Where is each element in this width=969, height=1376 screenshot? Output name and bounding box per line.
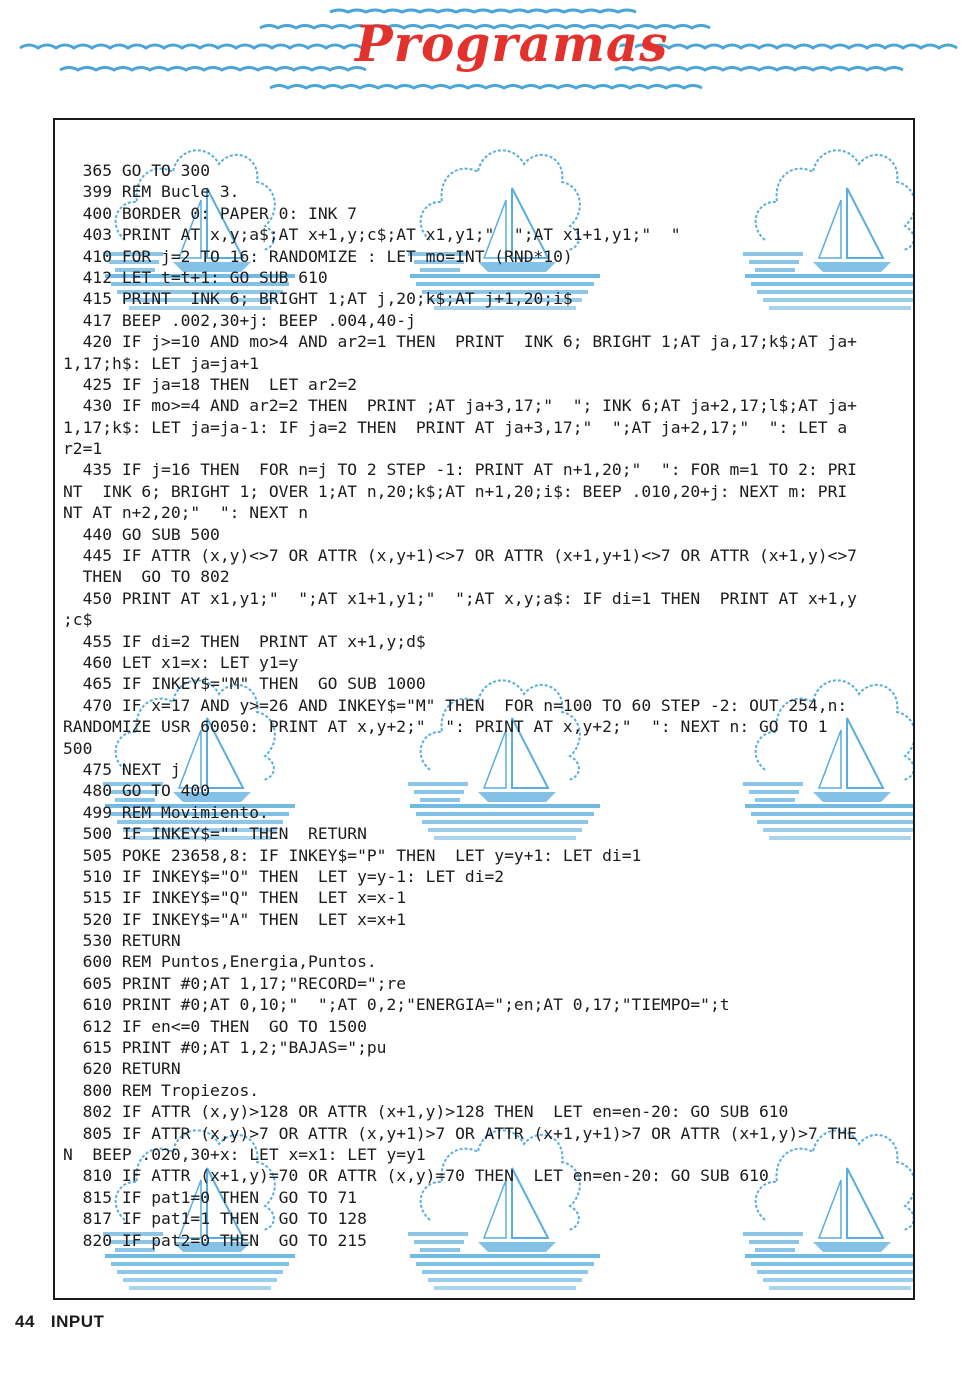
code-line: 435 IF j=16 THEN FOR n=j TO 2 STEP -1: PRINT AT n+1,20;" ": FOR m=1 TO 2: PRI (63, 460, 857, 480)
code-line: 450 PRINT AT x1,y1;" ";AT x1+1,y1;" ";AT x,y;a$: IF di=1 THEN PRINT AT x+1,y (63, 588, 857, 608)
code-line: 500 (63, 738, 93, 758)
code-line: 610 PRINT #0;AT 0,10;" ";AT 0,2;"ENERGIA=";en;AT 0,17;"TIEMPO=";t (63, 995, 730, 1015)
code-line: 480 GO TO 400 (63, 781, 211, 801)
code-line: 520 IF INKEY$="A" THEN LET x=x+1 (63, 909, 407, 929)
code-line: 455 IF di=2 THEN PRINT AT x+1,y;d$ (63, 631, 426, 651)
code-line: 600 REM Puntos,Energia,Puntos. (63, 952, 377, 972)
code-line: 530 RETURN (63, 931, 181, 951)
code-line: 400 BORDER 0: PAPER 0: INK 7 (63, 203, 358, 223)
code-line: 805 IF ATTR (x,y)>7 OR ATTR (x,y+1)>7 OR ATTR (x+1,y+1)>7 OR ATTR (x+1,y)>7 THE (63, 1123, 857, 1143)
code-line: NT INK 6; BRIGHT 1; OVER 1;AT n,20;k$;AT n+1,20;i$: BEEP .010,20+j: NEXT m: PRI (63, 481, 848, 501)
wave-line (60, 68, 366, 71)
code-line: NT AT n+2,20;" ": NEXT n (63, 503, 309, 523)
basic-listing (63, 160, 909, 1251)
code-line: 412 LET t=t+1: GO SUB 610 (63, 267, 328, 287)
code-line: RANDOMIZE USR 60050: PRINT AT x,y+2;" ": PRINT AT x,y+2;" ": NEXT n: GO TO 1 (63, 717, 828, 737)
code-line: 415 PRINT INK 6; BRIGHT 1;AT j,20;k$;AT j+1,20;i$ (63, 289, 573, 309)
code-line: 802 IF ATTR (x,y)>128 OR ATTR (x+1,y)>128 THEN LET en=en-20: GO SUB 610 (63, 1102, 789, 1122)
code-line: 515 IF INKEY$="Q" THEN LET x=x-1 (63, 888, 407, 908)
code-line: 810 IF ATTR (x+1,y)=70 OR ATTR (x,y)=70 THEN LET en=en-20: GO SUB 610 (63, 1166, 769, 1186)
code-line: 460 LET x1=x: LET y1=y (63, 652, 299, 672)
code-line: 430 IF mo>=4 AND ar2=2 THEN PRINT ;AT ja+3,17;" "; INK 6;AT ja+2,17;l$;AT ja+ (63, 396, 857, 416)
code-line: 445 IF ATTR (x,y)<>7 OR ATTR (x,y+1)<>7 OR ATTR (x+1,y+1)<>7 OR ATTR (x+1,y)<>7 (63, 546, 857, 566)
code-line: 410 FOR j=2 TO 16: RANDOMIZE : LET mo=INT (RND*10) (63, 246, 573, 266)
wave-line (330, 10, 636, 12)
code-line: 500 IF INKEY$="" THEN RETURN (63, 824, 367, 844)
code-line: THEN GO TO 802 (63, 567, 230, 587)
code-line: 470 IF x=17 AND y>=26 AND INKEY$="M" THEN FOR n=100 TO 60 STEP -2: OUT 254,n: (63, 695, 848, 715)
code-line: ;c$ (63, 610, 93, 630)
code-line: 403 PRINT AT x,y;a$;AT x+1,y;c$;AT x1,y1;" ";AT x1+1,y1;" " (63, 225, 681, 245)
code-line: 800 REM Tropiezos. (63, 1080, 260, 1100)
code-line: 510 IF INKEY$="O" THEN LET y=y-1: LET di=2 (63, 866, 505, 886)
code-line: 605 PRINT #0;AT 1,17;"RECORD=";re (63, 973, 407, 993)
code-line: 620 RETURN (63, 1059, 181, 1079)
code-line: 505 POKE 23658,8: IF INKEY$="P" THEN LET y=y+1: LET di=1 (63, 845, 642, 865)
magazine-name: INPUT (50, 1312, 105, 1331)
section-title: Programas (355, 14, 669, 73)
code-line: 1,17;h$: LET ja=ja+1 (63, 353, 260, 373)
code-line: 440 GO SUB 500 (63, 524, 220, 544)
page-header (0, 0, 969, 110)
page-number: 44 (15, 1312, 35, 1331)
wave-line (20, 45, 362, 48)
code-line: 820 IF pat2=0 THEN GO TO 215 (63, 1230, 367, 1250)
code-line: 475 NEXT j (63, 759, 181, 779)
code-line: 420 IF j>=10 AND mo>4 AND ar2=1 THEN PRINT INK 6; BRIGHT 1;AT ja,17;k$;AT ja+ (63, 332, 857, 352)
code-line: 499 REM Movimiento. (63, 802, 269, 822)
code-line: 399 REM Bucle 3. (63, 182, 240, 202)
code-line: 815 IF pat1=0 THEN GO TO 71 (63, 1187, 358, 1207)
code-line: 817 IF pat1=1 THEN GO TO 128 (63, 1209, 367, 1229)
page-footer (15, 1312, 120, 1332)
code-line: N BEEP .020,30+x: LET x=x1: LET y=y1 (63, 1144, 426, 1164)
code-line: 465 IF INKEY$="M" THEN GO SUB 1000 (63, 674, 426, 694)
wave-line (270, 86, 702, 89)
code-line: 417 BEEP .002,30+j: BEEP .004,40-j (63, 310, 416, 330)
code-line: 425 IF ja=18 THEN LET ar2=2 (63, 374, 358, 394)
code-line: 612 IF en<=0 THEN GO TO 1500 (63, 1016, 367, 1036)
code-line: 1,17;k$: LET ja=ja-1: IF ja=2 THEN PRINT AT ja+3,17;" ";AT ja+2,17;" ": LET a (63, 417, 848, 437)
code-line: r2=1 (63, 439, 103, 459)
code-line: 615 PRINT #0;AT 1,2;"BAJAS=";pu (63, 1038, 387, 1058)
listing-frame (53, 118, 915, 1300)
code-line: 365 GO TO 300 (63, 161, 211, 180)
